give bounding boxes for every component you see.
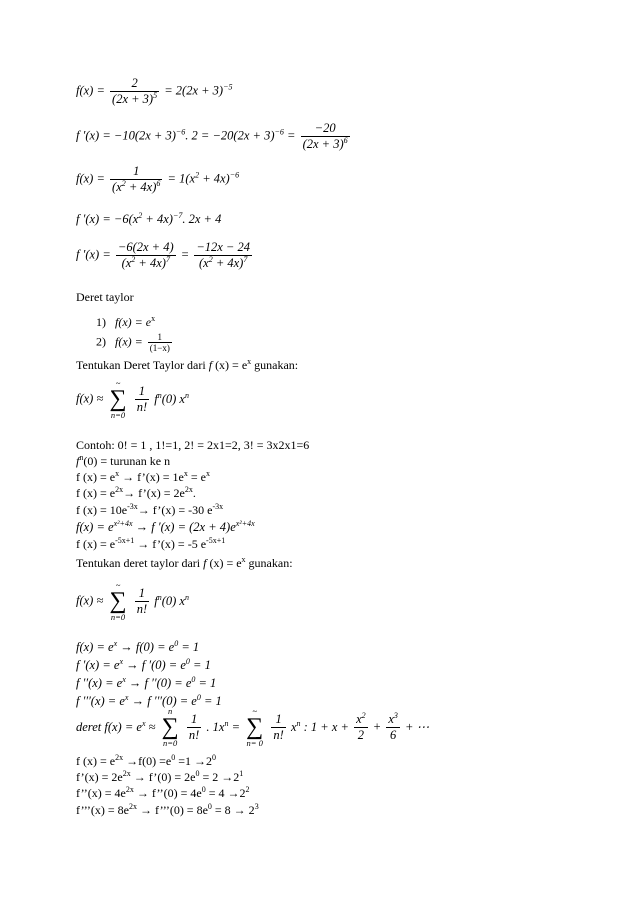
d3-s2: -3x — [212, 502, 224, 511]
eq4-rest: + 4x) — [142, 212, 173, 226]
eq2-exp1: −6 — [175, 127, 186, 137]
deret-num3-sup: 2 — [361, 710, 366, 720]
k4-s1: 2x — [128, 802, 137, 811]
deret-h: + ⋯ — [405, 720, 430, 734]
d3-a: f (x) = 10e — [76, 503, 128, 517]
m1-a: f(x) = e — [76, 640, 114, 654]
k1-s2: 0 — [171, 753, 176, 762]
list-item-2-numerator: 1 — [148, 332, 172, 343]
eq1-denominator — [110, 92, 159, 107]
deret-fraction-2 — [271, 712, 285, 743]
m3-s1: x — [122, 675, 126, 684]
m4-s2: 0 — [196, 693, 201, 702]
k2-s2: 0 — [195, 769, 200, 778]
deret-fraction-3 — [354, 712, 368, 743]
d1-a: f (x) = e — [76, 470, 116, 484]
k3-s2: 0 — [201, 785, 206, 794]
series1-sum-top: ~ — [115, 378, 121, 388]
series2-denominator: n! — [136, 601, 148, 616]
k2-s3: 1 — [239, 769, 244, 778]
eq1-fraction — [110, 76, 159, 107]
eq3-numerator: 1 — [110, 164, 162, 180]
eq5-denominator-2 — [194, 256, 252, 271]
series1-denominator: n! — [136, 399, 148, 414]
example-line-4 — [76, 803, 259, 818]
eq2-denominator — [301, 137, 350, 152]
task2-f: f — [203, 556, 207, 570]
eq2-equals: = — [283, 128, 296, 143]
deret-num2: 1 — [271, 712, 285, 728]
derivative-line-3 — [76, 503, 223, 518]
eq2-lhs: f ′(x) = −10(2x + 3) — [76, 128, 176, 143]
equation-1 — [76, 76, 233, 107]
deret-num4 — [386, 712, 400, 728]
series1-term — [154, 392, 189, 406]
deret-sum2-bottom: n= 0 — [246, 738, 263, 748]
equation-2 — [76, 121, 352, 152]
d5-a: f (x) = e — [76, 537, 116, 551]
eq3-den-b: + 4x) — [125, 180, 157, 194]
k2-s1: 2x — [122, 769, 131, 778]
eq3-rhs: = 1(x — [167, 171, 196, 186]
deret-s3: n — [296, 718, 301, 728]
eq4-exp: −7 — [172, 211, 183, 220]
d4-s2: x²+4x — [235, 519, 255, 528]
d3-s1: -3x — [127, 502, 138, 511]
m3-a: f ′′(x) = e — [76, 676, 123, 690]
list-item-2-text: f(x) = — [115, 334, 143, 349]
eq3-rhs-exp: −6 — [229, 170, 240, 180]
series1-lhs: f(x) ≈ — [76, 391, 104, 406]
m2-s2: 0 — [185, 657, 190, 666]
eq2-den-base: (2x + 3) — [302, 137, 344, 151]
series2-fraction — [135, 586, 149, 617]
m4-a: f ′′′(x) = e — [76, 694, 125, 708]
eq1-den-exp: 5 — [153, 91, 158, 100]
series2-sum — [109, 580, 126, 622]
deret-g: + — [372, 719, 382, 734]
eq4-lhs: f ′(x) = −6(x — [76, 212, 139, 226]
maclaurin-line-1 — [76, 640, 199, 655]
eq2-mid: . 2 = −20(2x + 3) — [185, 128, 275, 143]
eq4-tail: . 2x + 4 — [182, 212, 222, 226]
m1-c: = 1 — [178, 640, 200, 654]
list-item-2-denominator: (1−x) — [149, 343, 170, 353]
list-item-2 — [96, 332, 174, 353]
d2-s2: 2x — [184, 485, 193, 494]
k2-b: → f’(0) = 2e — [130, 770, 196, 784]
m2-b: → f ′(0) = e — [123, 658, 186, 672]
deret-fraction-4 — [386, 712, 400, 743]
k4-s3: 3 — [254, 802, 259, 811]
deret-den1: n! — [188, 727, 200, 742]
example-line-3 — [76, 786, 250, 801]
eq5-den2-exp: 7 — [243, 255, 248, 264]
m2-s1: x — [119, 657, 124, 666]
d1-c: = e — [187, 470, 206, 484]
equation-3 — [76, 164, 239, 195]
deret-den3: 2 — [357, 727, 364, 742]
task-2 — [76, 556, 293, 571]
m1-b: → f(0) = e — [117, 640, 175, 654]
d4-a: f(x) = e — [76, 520, 114, 534]
eq4-sq: 2 — [138, 211, 143, 220]
eq1-numerator: 2 — [110, 76, 159, 92]
deret-e: x — [290, 719, 297, 734]
k2-a: f’(x) = 2e — [76, 770, 123, 784]
eq3-den-a: (x — [112, 180, 122, 194]
derivative-line-4 — [76, 520, 255, 535]
maclaurin-line-2 — [76, 658, 211, 673]
m2-c: = 1 — [189, 658, 211, 672]
turunan-f: f — [76, 454, 80, 468]
series2-term — [154, 594, 189, 608]
derivative-line-1 — [76, 470, 210, 485]
m2-a: f ′(x) = e — [76, 658, 120, 672]
series2-mid: (0) x — [161, 593, 185, 608]
list-item-2-number: 2) — [96, 334, 106, 349]
eq3-den-exp: 6 — [156, 179, 161, 188]
turunan-line — [76, 454, 170, 469]
series2-f: f — [154, 593, 158, 608]
eq5-den1-b: + 4x) — [135, 256, 166, 270]
eq3-denominator — [110, 180, 162, 195]
turunan-rest: (0) = turunan ke n — [83, 454, 171, 468]
list-item-2-fraction — [148, 332, 172, 353]
d5-b: → f’(x) = -5 e — [134, 537, 207, 551]
deret-num4-base: x — [388, 711, 394, 726]
deret-a: deret f(x) = e — [76, 719, 142, 734]
list-item-1-number: 1) — [96, 315, 106, 329]
task2-text-b: (x) = e — [206, 556, 242, 570]
d3-b: → f’(x) = -30 e — [137, 503, 213, 517]
m4-c: = 1 — [200, 694, 222, 708]
contoh-line: Contoh: 0! = 1 , 1!=1, 2! = 2x1=2, 3! = 3x2x1=6 — [76, 438, 310, 452]
m4-b: → f ′′′(0) = e — [128, 694, 197, 708]
series1-x-sup: n — [184, 390, 189, 400]
d2-b: → f’(x) = 2e — [123, 486, 185, 500]
deret-s2: n — [224, 718, 229, 728]
task1-text-a: Tentukan Deret Taylor dari — [76, 358, 209, 372]
series1-fraction — [135, 384, 149, 415]
eq5-numerator-2: −12x − 24 — [196, 240, 250, 254]
deret-d: = — [228, 719, 241, 734]
d2-s1: 2x — [115, 485, 124, 494]
deret-sum-1 — [162, 706, 179, 748]
m4-s1: x — [124, 693, 129, 702]
task-1 — [76, 358, 298, 373]
eq5-den2-b: + 4x) — [212, 256, 244, 270]
task1-sup: x — [247, 357, 252, 366]
list-item-1 — [96, 315, 155, 330]
series2-n-sup: n — [157, 592, 162, 602]
example-line-2 — [76, 770, 243, 785]
deret-sigma-2: ∑ — [246, 714, 264, 740]
list-item-1-text: f(x) = e — [115, 315, 152, 329]
d1-s1: x — [115, 469, 120, 478]
deret-f: : 1 + x + — [300, 719, 349, 734]
series1-n-sup: n — [157, 390, 162, 400]
eq5-equals: = — [180, 247, 190, 262]
series2-numerator: 1 — [135, 586, 149, 602]
eq5-numerator-1: −6(2x + 4) — [117, 240, 174, 254]
equation-4 — [76, 212, 221, 227]
eq1-rhs-exp: −5 — [223, 82, 233, 92]
eq1-den-base: (2x + 3) — [112, 92, 154, 106]
series2-sum-bottom: n=0 — [110, 612, 126, 622]
task1-text-b: (x) = e — [212, 358, 248, 372]
derivative-line-5 — [76, 537, 225, 552]
eq5-denominator-1 — [116, 256, 176, 271]
deret-c: . 1x — [206, 719, 225, 734]
k1-a: f (x) = e — [76, 754, 116, 768]
series1-numerator: 1 — [135, 384, 149, 400]
k4-c: = 8 → 2 — [211, 803, 255, 817]
series2-sigma: ∑ — [109, 588, 127, 614]
taylor-series-2 — [76, 580, 189, 622]
k1-s3: 0 — [211, 753, 216, 762]
eq5-den2-a: (x — [198, 256, 209, 270]
deret-sum1-bottom: n=0 — [163, 738, 178, 748]
d5-s2: -5x+1 — [206, 536, 226, 545]
maclaurin-line-3 — [76, 676, 216, 691]
deret-num3 — [354, 712, 368, 728]
series2-x-sup: n — [184, 592, 189, 602]
eq5-den1-exp: 7 — [165, 255, 170, 264]
deret-sum2-top: ~ — [252, 706, 258, 716]
derivative-line-2 — [76, 486, 196, 501]
eq2-den-exp: 6 — [343, 136, 348, 145]
d1-s2: x — [183, 469, 188, 478]
eq5-lhs: f ′(x) = — [76, 247, 111, 262]
eq1-rhs: = 2(2x + 3) — [164, 83, 224, 98]
eq3-lhs: f(x) = — [76, 171, 105, 186]
k3-c: = 4 →2 — [205, 786, 246, 800]
deret-sum1-top: n — [168, 706, 173, 716]
task1-text-c: gunakan: — [251, 358, 299, 372]
turunan-sup: n — [79, 453, 84, 462]
k3-s1: 2x — [125, 785, 134, 794]
eq3-rhs-rest: + 4x) — [199, 171, 230, 186]
series1-mid: (0) x — [161, 391, 185, 406]
taylor-series-1 — [76, 378, 189, 420]
eq5-den2-sq: 2 — [208, 255, 213, 264]
heading-deret-taylor: Deret taylor — [76, 290, 134, 304]
task2-text-a: Tentukan deret taylor dari — [76, 556, 204, 570]
eq3-rhs-sq: 2 — [195, 170, 200, 180]
series1-sum — [109, 378, 126, 420]
deret-num3-base: x — [356, 711, 362, 726]
d1-b: → f’(x) = 1e — [119, 470, 184, 484]
d1-s3: x — [205, 469, 210, 478]
k1-c: =1 →2 — [175, 754, 212, 768]
deret-lhs — [76, 720, 156, 734]
m3-b: → f ′′(0) = e — [125, 676, 192, 690]
eq3-fraction — [110, 164, 162, 195]
example-line-1 — [76, 754, 216, 769]
series1-sum-bottom: n=0 — [110, 410, 126, 420]
deret-sum-2 — [246, 706, 263, 748]
d5-s1: -5x+1 — [115, 536, 135, 545]
deret-tail — [291, 720, 349, 734]
d4-s1: x²+4x — [113, 519, 133, 528]
deret-den4: 6 — [390, 727, 397, 742]
eq5-den1-sq: 2 — [131, 255, 136, 264]
deret-b: ≈ — [145, 719, 156, 734]
d2-c: . — [192, 486, 196, 500]
eq2-exp2: −6 — [274, 127, 284, 137]
m1-s1: x — [113, 639, 118, 648]
task2-text-c: gunakan: — [245, 556, 293, 570]
deret-sigma-1: ∑ — [161, 714, 179, 740]
equation-5 — [76, 240, 254, 271]
deret-s1: x — [141, 718, 146, 728]
k1-s1: 2x — [115, 753, 124, 762]
m3-s2: 0 — [191, 675, 196, 684]
eq2-fraction — [301, 121, 350, 152]
deret-fraction-1 — [187, 712, 201, 743]
eq3-den-sq: 2 — [121, 179, 126, 188]
m1-s2: 0 — [174, 639, 179, 648]
d2-a: f (x) = e — [76, 486, 116, 500]
deret-num1: 1 — [187, 712, 201, 728]
k2-c: = 2 →2 — [199, 770, 240, 784]
eq5-fraction-2 — [194, 240, 252, 271]
task2-sup: x — [241, 555, 246, 564]
k4-s2: 0 — [207, 802, 212, 811]
deret-mid — [206, 720, 240, 734]
deret-num4-sup: 3 — [393, 710, 398, 720]
k3-s3: 2 — [245, 785, 250, 794]
k4-b: → f’’’(0) = 8e — [136, 803, 208, 817]
deret-den2: n! — [273, 727, 284, 742]
task1-f: f — [208, 358, 213, 372]
eq5-fraction-1 — [116, 240, 176, 271]
series2-sum-top: ~ — [115, 580, 121, 590]
k4-a: f’’’(x) = 8e — [76, 803, 129, 817]
k3-a: f’’(x) = 4e — [76, 786, 126, 800]
eq5-den1-a: (x — [121, 256, 132, 270]
series2-lhs: f(x) ≈ — [76, 593, 104, 608]
m3-c: = 1 — [195, 676, 217, 690]
series1-sigma: ∑ — [109, 386, 127, 412]
k1-b: →f(0) =e — [123, 754, 172, 768]
series1-f: f — [154, 391, 158, 406]
eq2-numerator: −20 — [301, 121, 350, 137]
list-item-1-sup: x — [151, 314, 156, 323]
k3-b: → f’’(0) = 4e — [133, 786, 202, 800]
deret-line — [76, 706, 429, 748]
eq1-lhs: f(x) = — [76, 83, 105, 98]
d4-b: → f ′(x) = (2x + 4)e — [132, 520, 236, 534]
